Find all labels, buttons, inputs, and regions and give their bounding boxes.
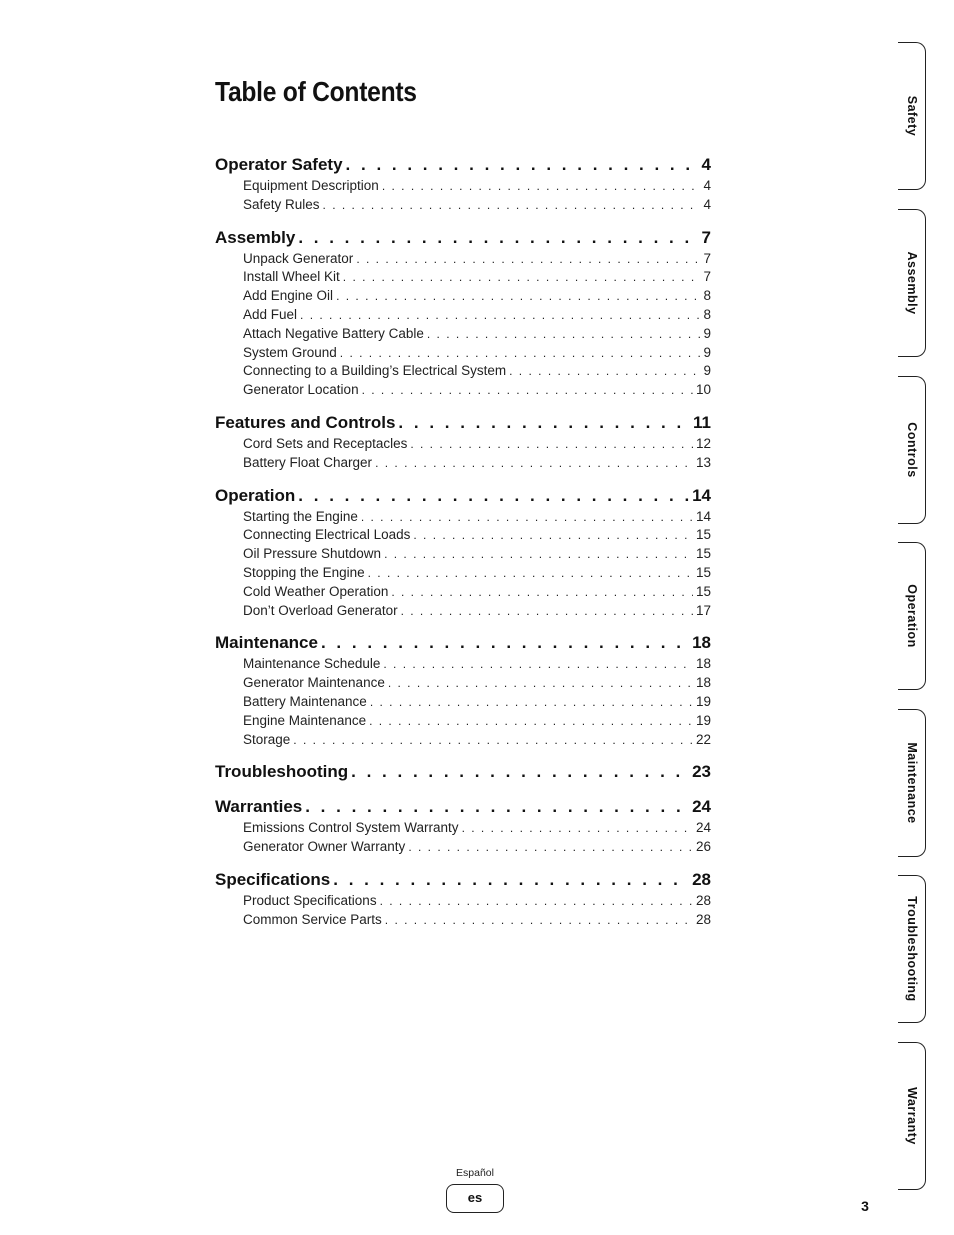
dot-leader bbox=[382, 177, 701, 196]
toc-entry-page: 12 bbox=[695, 435, 711, 451]
toc-entry-page: 4 bbox=[703, 196, 711, 212]
dot-leader bbox=[383, 655, 693, 674]
side-tab-label: Maintenance bbox=[904, 742, 919, 824]
toc-entry-page: 15 bbox=[695, 527, 711, 543]
toc-heading-label: Operation bbox=[215, 485, 296, 505]
dot-leader bbox=[384, 545, 693, 564]
toc-heading-label: Troubleshooting bbox=[215, 762, 349, 782]
toc-heading[interactable] bbox=[215, 759, 711, 784]
toc-heading-label: Maintenance bbox=[215, 633, 318, 653]
dot-leader bbox=[398, 410, 690, 435]
toc-entry-page: 18 bbox=[695, 656, 711, 672]
dot-leader bbox=[413, 526, 693, 545]
toc-entry-label: Add Engine Oil bbox=[243, 288, 334, 304]
toc-entry-label: Cold Weather Operation bbox=[243, 583, 389, 599]
toc-entry[interactable] bbox=[215, 287, 711, 306]
toc-entry-label: Maintenance Schedule bbox=[243, 656, 381, 672]
toc-entry[interactable] bbox=[215, 545, 711, 564]
dot-leader bbox=[361, 508, 693, 527]
toc-entry-label: Storage bbox=[243, 731, 291, 747]
dot-leader bbox=[388, 674, 693, 693]
toc-heading-page: 11 bbox=[693, 412, 711, 432]
dot-leader bbox=[380, 892, 693, 911]
dot-leader bbox=[298, 225, 698, 250]
toc-entry-page: 8 bbox=[703, 306, 711, 322]
toc-entry[interactable] bbox=[215, 892, 711, 911]
dot-leader bbox=[333, 867, 689, 892]
side-tab-label: Assembly bbox=[904, 251, 919, 315]
toc-entry-page: 8 bbox=[703, 288, 711, 304]
table-of-contents bbox=[215, 152, 711, 940]
dot-leader bbox=[340, 344, 701, 363]
toc-entry-page: 17 bbox=[695, 602, 711, 618]
dot-leader bbox=[427, 325, 701, 344]
toc-heading-page: 14 bbox=[692, 485, 711, 505]
toc-entry[interactable] bbox=[215, 268, 711, 287]
toc-entry-page: 15 bbox=[695, 546, 711, 562]
toc-entry[interactable] bbox=[215, 674, 711, 693]
page-title: Table of Contents bbox=[215, 76, 417, 107]
dot-leader bbox=[391, 583, 693, 602]
toc-entry-label: Equipment Description bbox=[243, 178, 379, 193]
toc-heading-label: Specifications bbox=[215, 869, 331, 889]
toc-entry[interactable] bbox=[215, 177, 711, 196]
toc-heading[interactable] bbox=[215, 483, 711, 508]
toc-heading-label: Operator Safety bbox=[215, 155, 343, 174]
toc-entry[interactable] bbox=[215, 344, 711, 363]
toc-entry-label: Safety Rules bbox=[243, 196, 320, 212]
toc-entry-label: Oil Pressure Shutdown bbox=[243, 546, 382, 562]
side-tab-label: Operation bbox=[904, 584, 919, 648]
side-tab-label: Controls bbox=[904, 422, 919, 478]
toc-section bbox=[215, 630, 711, 749]
toc-entry-label: Battery Maintenance bbox=[243, 693, 367, 709]
toc-heading-page: 24 bbox=[692, 797, 711, 817]
toc-heading[interactable] bbox=[215, 225, 711, 250]
side-tab-label: Troubleshooting bbox=[904, 896, 919, 1002]
toc-entry-label: Battery Float Charger bbox=[243, 454, 373, 470]
toc-entry[interactable] bbox=[215, 583, 711, 602]
toc-section bbox=[215, 152, 711, 215]
dot-leader bbox=[336, 287, 700, 306]
dot-leader bbox=[323, 196, 701, 215]
dot-leader bbox=[401, 602, 693, 621]
dot-leader bbox=[298, 483, 689, 508]
toc-entry-page: 19 bbox=[695, 693, 711, 709]
side-tab-troubleshooting[interactable] bbox=[898, 875, 926, 1023]
toc-entry-label: Engine Maintenance bbox=[243, 712, 367, 728]
toc-entry-label: System Ground bbox=[243, 344, 337, 360]
toc-entry-page: 18 bbox=[695, 675, 711, 691]
toc-entry-label: Connecting to a Building’s Electrical System bbox=[243, 363, 507, 379]
toc-entry-label: Add Fuel bbox=[243, 306, 298, 322]
toc-entry-page: 10 bbox=[695, 382, 711, 398]
toc-section bbox=[215, 483, 711, 621]
dot-leader bbox=[343, 268, 701, 287]
toc-entry-page: 22 bbox=[695, 731, 711, 747]
toc-entry-label: Cord Sets and Receptacles bbox=[243, 435, 408, 451]
dot-leader bbox=[321, 630, 689, 655]
toc-entry-page: 24 bbox=[695, 820, 711, 836]
toc-heading-page: 23 bbox=[692, 762, 711, 782]
toc-entry-page: 4 bbox=[703, 178, 711, 193]
dot-leader bbox=[362, 381, 693, 400]
language-badge[interactable]: es bbox=[446, 1184, 504, 1213]
toc-entry-page: 15 bbox=[695, 564, 711, 580]
dot-leader bbox=[368, 564, 693, 583]
toc-section bbox=[215, 867, 711, 930]
toc-entry[interactable] bbox=[215, 196, 711, 215]
dot-leader bbox=[300, 306, 700, 325]
toc-entry-page: 9 bbox=[703, 344, 711, 360]
side-tab-assembly[interactable] bbox=[898, 209, 926, 357]
toc-heading-page: 18 bbox=[692, 633, 711, 653]
toc-entry-label: Attach Negative Battery Cable bbox=[243, 325, 424, 341]
toc-entry[interactable] bbox=[215, 362, 711, 381]
toc-entry[interactable] bbox=[215, 693, 711, 712]
toc-entry-page: 13 bbox=[695, 454, 711, 470]
toc-entry[interactable] bbox=[215, 731, 711, 750]
side-tab-label: Safety bbox=[904, 95, 919, 137]
side-tab-operation[interactable] bbox=[898, 542, 926, 690]
toc-heading[interactable] bbox=[215, 794, 711, 819]
side-tab-label: Warranty bbox=[904, 1087, 919, 1145]
toc-section bbox=[215, 794, 711, 857]
dot-leader bbox=[370, 693, 693, 712]
toc-section bbox=[215, 410, 711, 473]
page-number: 3 bbox=[861, 1198, 869, 1214]
toc-entry-label: Common Service Parts bbox=[243, 911, 382, 927]
dot-leader bbox=[385, 911, 693, 930]
toc-heading-label: Assembly bbox=[215, 227, 296, 247]
toc-entry-label: Connecting Electrical Loads bbox=[243, 527, 411, 543]
toc-section bbox=[215, 759, 711, 784]
toc-heading-label: Features and Controls bbox=[215, 412, 396, 432]
dot-leader bbox=[408, 838, 693, 857]
side-tab-maintenance[interactable] bbox=[898, 709, 926, 857]
toc-entry[interactable] bbox=[215, 838, 711, 857]
toc-entry[interactable] bbox=[215, 454, 711, 473]
toc-entry-page: 9 bbox=[703, 363, 711, 379]
toc-entry-label: Stopping the Engine bbox=[243, 564, 365, 580]
toc-entry[interactable] bbox=[215, 712, 711, 731]
toc-heading-page: 7 bbox=[701, 227, 711, 247]
side-tab-controls[interactable] bbox=[898, 376, 926, 524]
toc-heading[interactable] bbox=[215, 152, 711, 177]
toc-entry[interactable] bbox=[215, 602, 711, 621]
toc-entry[interactable] bbox=[215, 526, 711, 545]
dot-leader bbox=[293, 731, 693, 750]
dot-leader bbox=[509, 362, 700, 381]
toc-entry-page: 28 bbox=[695, 911, 711, 927]
dot-leader bbox=[305, 794, 689, 819]
dot-leader bbox=[410, 435, 693, 454]
toc-heading[interactable] bbox=[215, 410, 711, 435]
toc-heading-page: 4 bbox=[701, 155, 711, 174]
toc-entry[interactable] bbox=[215, 819, 711, 838]
toc-section bbox=[215, 225, 711, 400]
toc-entry-page: 14 bbox=[695, 508, 711, 524]
dot-leader bbox=[356, 250, 700, 269]
toc-entry-label: Don’t Overload Generator bbox=[243, 602, 398, 618]
toc-entry-label: Emissions Control System Warranty bbox=[243, 820, 459, 836]
toc-entry-label: Product Specifications bbox=[243, 892, 377, 908]
toc-heading-page: 28 bbox=[692, 869, 711, 889]
toc-entry[interactable] bbox=[215, 655, 711, 674]
toc-entry[interactable] bbox=[215, 250, 711, 269]
toc-entry-label: Starting the Engine bbox=[243, 508, 358, 524]
toc-entry-page: 7 bbox=[703, 269, 711, 285]
toc-entry[interactable] bbox=[215, 508, 711, 527]
dot-leader bbox=[375, 454, 693, 473]
toc-heading-label: Warranties bbox=[215, 797, 303, 817]
toc-entry-label: Generator Maintenance bbox=[243, 675, 385, 691]
toc-entry-page: 26 bbox=[695, 839, 711, 855]
toc-entry-label: Unpack Generator bbox=[243, 250, 354, 266]
toc-heading[interactable] bbox=[215, 630, 711, 655]
toc-entry-page: 28 bbox=[695, 892, 711, 908]
toc-entry[interactable] bbox=[215, 911, 711, 930]
side-tab-warranty[interactable] bbox=[898, 1042, 926, 1190]
dot-leader bbox=[462, 819, 693, 838]
toc-entry-page: 7 bbox=[703, 250, 711, 266]
toc-entry[interactable] bbox=[215, 381, 711, 400]
dot-leader bbox=[346, 152, 699, 177]
side-tab-safety[interactable] bbox=[898, 42, 926, 190]
toc-entry-label: Generator Location bbox=[243, 382, 359, 398]
language-label: Español bbox=[456, 1167, 494, 1179]
toc-entry-page: 19 bbox=[695, 712, 711, 728]
toc-entry[interactable] bbox=[215, 564, 711, 583]
toc-entry-page: 15 bbox=[695, 583, 711, 599]
dot-leader bbox=[369, 712, 693, 731]
toc-entry[interactable] bbox=[215, 325, 711, 344]
dot-leader bbox=[351, 759, 689, 784]
toc-entry-label: Generator Owner Warranty bbox=[243, 839, 406, 855]
toc-entry[interactable] bbox=[215, 306, 711, 325]
toc-entry-label: Install Wheel Kit bbox=[243, 269, 340, 285]
toc-entry[interactable] bbox=[215, 435, 711, 454]
toc-entry-page: 9 bbox=[703, 325, 711, 341]
toc-heading[interactable] bbox=[215, 867, 711, 892]
